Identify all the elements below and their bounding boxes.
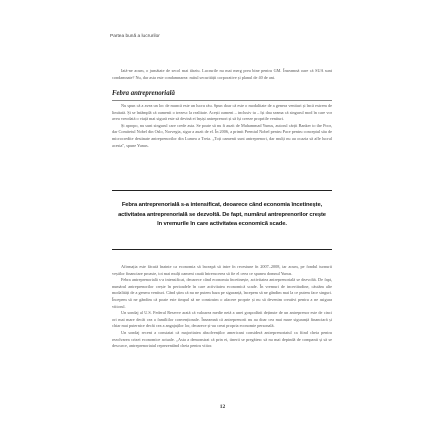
paragraph: Și apropo, nu sunt singurul care crede asta. Se poate să nu fi auzit de Muhammad Yunus, autorul cărții Banker to the Poor, dar Comitetul Nobel din Oslo, Norvegia, sigur a auzit de el. În 2006, a primit Premiul Nobel pentru Pace pentru conceptul său de microcredite destinate antreprenorilor din Lumea a Treia. „Toți oamenii sunt antreprenori, dar mulți nu au ocazia să afle lucrul acesta", spune Yunus. <box>112 122 332 148</box>
intro-text <box>112 68 332 81</box>
page-number: 12 <box>219 404 226 410</box>
paragraph: Afirmația este făcută înainte ca economia să înceapă să intre în recesiune în 2007–2008, iar acum, pe fondul turnurii veștilor financiare proaste, tot mai mulți oameni caută întrerucerea să fie el ceea ce spunea domnul Yunus. <box>112 264 332 276</box>
paragraph: Nu spun că a avea un loc de muncă este un lucru rău. Spun doar că este o modalitate de a genera venituri și încă extrem de limitată. Și se întâmplă că oamenii o trezesc la realitate. Acești oameni – inclusiv tu – își dau seama că singurul mod în care vor avea vreodată o viață mai sigură este să devină ei înșiși antreprenori și să își creeze propriile venituri. <box>112 103 332 122</box>
section-text <box>112 103 332 149</box>
paragraph: Febra antreprenorială s-a intensificat, deoarece când economia încetinește, activitatea antreprenorială se dezvoltă. De fapt, numărul antreprenorilor crește în perioadele în care activitatea economică scade. În vremuri de incertitudine, căutăm alte modalități de a genera venituri. Când știm că nu ne putem baza pe siguranță, începem să ne gândim mai la ce putem face singuri. Începem să ne gândim că poate este timpul să ne construim o afacere proprie și nu să devenim creativi pentru a ne asigura viitorul. <box>112 277 332 309</box>
paragraph: Iată-ne acum, o jumătate de secol mai târziu. Lucrurile nu mai merg prea bine pentru GM. Înseamnă oare că SUA sunt condamnate? Nu, dar asta este condamnarea: mitul securității corporative și planul de 40 de ani. <box>112 68 332 80</box>
paragraph: Un sondaj al U.S. Federal Reserve arată că valoarea medie netă a unei gospodării deținute de un antreprenor este de cinci ori mai mare decât cea a familiilor convenționale. Înseamnă că antreprenorii nu au doar cea mai mare siguranță financiară și chiar mai puternice decât cea a angajaților lor, deoarece și-au creat propria economie personală. <box>112 310 332 329</box>
pull-quote-box <box>112 190 332 250</box>
heading-divider <box>112 100 332 101</box>
section-heading: Febra antreprenorială <box>112 90 175 97</box>
body-text <box>112 264 332 350</box>
paragraph: Un sondaj recent a constatat că majoritatea absolvenților americani consideră antreprenoriatul ca fiind cheia pentru rezolvarea crizei economice actuale. „Asta a demonstrat că prin ei, tinerii se pregătesc să nu mai depindă de companii și să se descurce, antreprenoriatul reprezentând cheia pentru viitor. <box>112 329 332 349</box>
running-head: Partea bună a lucrurilor <box>110 34 160 39</box>
pull-quote-text: Febra antreprenorială s-a intensificat, deoarece când economia încetinește, activitatea antreprenorială se dezvoltă. De fapt, numărul antreprenorilor crește în vremurile în care activitatea economică scade. <box>118 202 326 227</box>
